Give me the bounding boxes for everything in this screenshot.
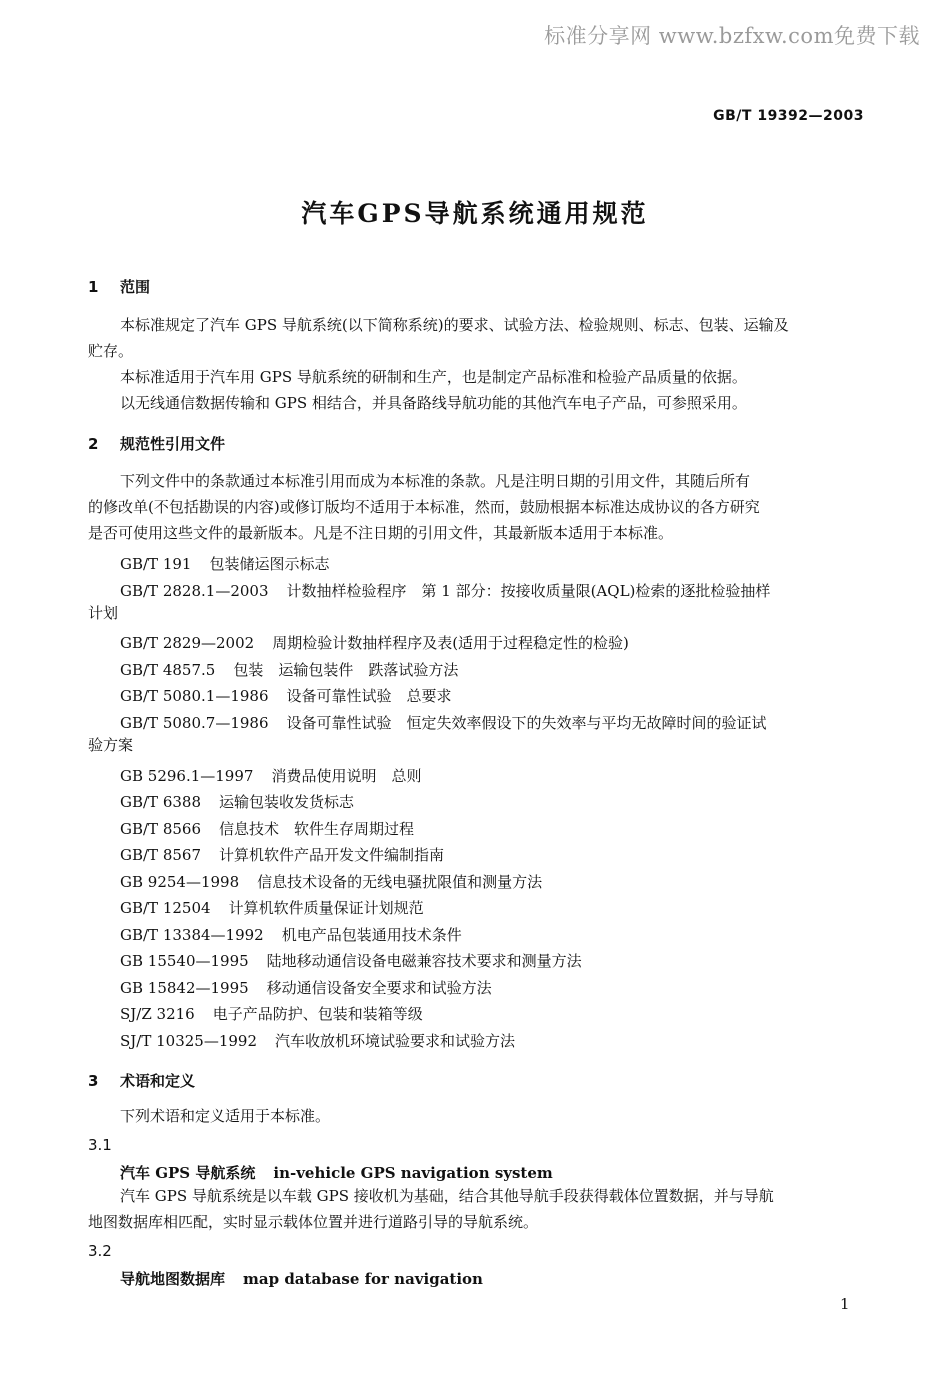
reference-title: 信息技术设备的无线电骚扰限值和测量方法 <box>257 873 543 891</box>
reference-item <box>120 1030 515 1051</box>
reference-item <box>120 632 629 653</box>
term-number: 3.1 <box>88 1136 112 1154</box>
scope-paragraph-2: 本标准适用于汽车用 GPS 导航系统的研制和生产，也是制定产品标准和检验产品质量的依据。 <box>120 368 747 386</box>
reference-code: GB/T 2828.1—2003 <box>120 582 269 600</box>
reference-item <box>120 871 542 892</box>
reference-item <box>120 924 462 945</box>
reference-item <box>120 765 421 786</box>
reference-code: GB/T 12504 <box>120 899 211 917</box>
reference-title: 移动通信设备安全要求和试验方法 <box>266 979 492 997</box>
watermark: 标准分享网 www.bzfxw.com免费下载 <box>544 24 920 48</box>
reference-code: GB 5296.1—1997 <box>120 767 254 785</box>
reference-code: GB/T 4857.5 <box>120 661 216 679</box>
term-heading <box>120 1268 483 1289</box>
section-heading-1 <box>88 276 150 297</box>
section-number: 2 <box>88 435 99 453</box>
reference-code: GB/T 13384—1992 <box>120 926 264 944</box>
reference-code: GB/T 2829—2002 <box>120 634 255 652</box>
reference-code: GB/T 5080.1—1986 <box>120 687 269 705</box>
reference-item <box>120 791 354 812</box>
reference-title: 设备可靠性试验 总要求 <box>286 687 452 705</box>
refs-intro-line-2: 的修改单(不包括勘误的内容)或修订版均不适用于本标准，然而，鼓励根据本标准达成协议的各方研究 <box>88 498 760 516</box>
reference-title: 周期检验计数抽样程序及表(适用于过程稳定性的检验) <box>272 634 629 652</box>
reference-title: 计算机软件质量保证计划规范 <box>228 899 424 917</box>
reference-title: 运输包装收发货标志 <box>219 793 355 811</box>
reference-title: 计数抽样检验程序 第 1 部分：按接收质量限(AQL)检索的逐批检验抽样 <box>286 582 771 600</box>
reference-code: GB/T 191 <box>120 555 192 573</box>
reference-item <box>120 818 414 839</box>
reference-item <box>120 977 492 998</box>
reference-title: 包装储运图示标志 <box>209 555 330 573</box>
reference-title: 包装 运输包装件 跌落试验方法 <box>233 661 459 679</box>
refs-intro-line-3: 是否可使用这些文件的最新版本。凡是不注日期的引用文件，其最新版本适用于本标准。 <box>88 524 674 542</box>
term-en: in-vehicle GPS navigation system <box>273 1164 553 1182</box>
reference-title: 计算机软件产品开发文件编制指南 <box>219 846 445 864</box>
term-number: 3.2 <box>88 1242 112 1260</box>
section-title: 规范性引用文件 <box>120 435 226 453</box>
reference-code: GB/T 8566 <box>120 820 202 838</box>
reference-item <box>120 844 444 865</box>
page-title: 汽车GPS导航系统通用规范 <box>301 199 649 228</box>
reference-title: 信息技术 软件生存周期过程 <box>219 820 415 838</box>
section-number: 3 <box>88 1072 99 1090</box>
page-number: 1 <box>840 1295 850 1313</box>
reference-title: 消费品使用说明 总则 <box>271 767 422 785</box>
section-number: 1 <box>88 278 99 296</box>
term-en: map database for navigation <box>243 1270 483 1288</box>
reference-item <box>120 685 452 706</box>
reference-code: SJ/T 10325—1992 <box>120 1032 258 1050</box>
reference-item <box>120 712 767 733</box>
term-heading <box>120 1162 553 1183</box>
reference-title: 设备可靠性试验 恒定失效率假设下的失效率与平均无故障时间的验证试 <box>286 714 767 732</box>
reference-code: GB/T 5080.7—1986 <box>120 714 269 732</box>
reference-code: GB/T 8567 <box>120 846 202 864</box>
scope-paragraph-3: 以无线通信数据传输和 GPS 相结合，并具备路线导航功能的其他汽车电子产品，可参照采用。 <box>120 394 747 412</box>
reference-item <box>120 1003 423 1024</box>
section-title: 术语和定义 <box>120 1072 196 1090</box>
reference-title: 陆地移动通信设备电磁兼容技术要求和测量方法 <box>266 952 582 970</box>
reference-code: GB 15842—1995 <box>120 979 249 997</box>
terms-intro: 下列术语和定义适用于本标准。 <box>120 1107 331 1125</box>
reference-title-cont: 验方案 <box>88 736 134 754</box>
term-definition-cont: 地图数据库相匹配，实时显示载体位置并进行道路引导的导航系统。 <box>88 1213 539 1231</box>
document-number: GB/T 19392—2003 <box>713 108 864 124</box>
reference-item <box>120 580 770 601</box>
reference-code: GB 9254—1998 <box>120 873 240 891</box>
scope-paragraph-1-cont: 贮存。 <box>88 342 134 360</box>
reference-title: 汽车收放机环境试验要求和试验方法 <box>275 1032 516 1050</box>
reference-code: SJ/Z 3216 <box>120 1005 195 1023</box>
term-zh: 导航地图数据库 <box>120 1270 226 1288</box>
reference-item <box>120 553 329 574</box>
reference-code: GB/T 6388 <box>120 793 202 811</box>
reference-item <box>120 950 582 971</box>
reference-title: 电子产品防护、包装和装箱等级 <box>212 1005 423 1023</box>
section-heading-3 <box>88 1070 195 1091</box>
reference-title: 机电产品包装通用技术条件 <box>281 926 462 944</box>
reference-item <box>120 897 424 918</box>
term-definition: 汽车 GPS 导航系统是以车载 GPS 接收机为基础，结合其他导航手段获得载体位置数据，并与导航 <box>120 1187 774 1205</box>
term-zh: 汽车 GPS 导航系统 <box>120 1164 256 1182</box>
section-heading-2 <box>88 433 225 454</box>
section-title: 范围 <box>120 278 151 296</box>
scope-paragraph-1: 本标准规定了汽车 GPS 导航系统(以下简称系统)的要求、试验方法、检验规则、标志、包装、运输及 <box>120 316 789 334</box>
refs-intro-line-1: 下列文件中的条款通过本标准引用而成为本标准的条款。凡是注明日期的引用文件，其随后所有 <box>120 472 751 490</box>
reference-code: GB 15540—1995 <box>120 952 249 970</box>
reference-item <box>120 659 458 680</box>
reference-title-cont: 计划 <box>88 604 119 622</box>
